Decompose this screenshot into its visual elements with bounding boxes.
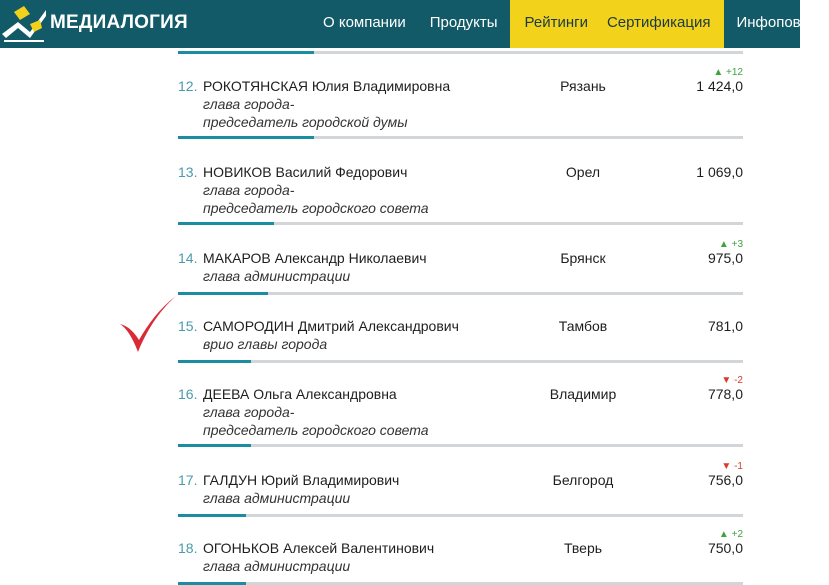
score: 778,0 [707,386,743,402]
score-bar-fill [178,292,268,295]
score-bar-fill [178,444,251,447]
score-bar-fill [178,222,274,225]
city: Брянск [560,250,606,266]
city: Белгород [552,472,614,488]
person-name[interactable]: НОВИКОВ Василий Федорович [203,164,408,180]
person-name[interactable]: МАКАРОВ Александр Николаевич [203,250,427,266]
person-name[interactable]: ДЕЕВА Ольга Александровна [203,386,397,402]
logo-icon [0,2,48,46]
site-header [0,0,818,48]
logo[interactable] [0,0,200,48]
rating-bar-fill [178,51,314,54]
score-bar-fill [178,514,246,517]
score: 975,0 [707,250,743,266]
city: Тамбов [558,318,608,334]
person-name[interactable]: ГАЛДУН Юрий Владимирович [203,472,400,488]
score: 1 069,0 [696,164,743,180]
rank-number: 17. [178,472,198,488]
position-line-1: глава города- [203,182,295,198]
rank-number: 13. [178,164,198,180]
score-bar-fill [178,136,314,139]
position-line-1: глава администрации [203,490,351,506]
rank-change: ▲ +2 [718,529,743,540]
nav-certification[interactable]: Сертификация [601,0,724,48]
position-line-1: глава администрации [203,268,351,284]
rank-number: 16. [178,386,198,402]
checkmark-icon [118,294,178,356]
person-name[interactable]: САМОРОДИН Дмитрий Александрович [203,318,459,334]
rating-bar [178,51,743,54]
position-line-1: врио главы города [203,336,328,352]
position-line-1: глава администрации [203,558,351,574]
position-line-2: председатель городского совета [203,200,429,216]
rank-change: ▼ -2 [721,375,743,386]
main-nav [311,0,829,48]
rank-change: ▲ +3 [718,239,743,250]
person-name[interactable]: ОГОНЬКОВ Алексей Валентинович [203,540,435,556]
logo-text: МЕДИАЛОГИЯ [50,12,188,33]
rank-change: ▲ +12 [713,67,743,78]
rank-number: 12. [178,78,198,94]
score: 756,0 [707,472,743,488]
score-bar [178,360,743,363]
nav-products[interactable]: Продукты [429,14,498,31]
person-name[interactable]: РОКОТЯНСКАЯ Юлия Владимировна [203,78,451,94]
score-bar [178,444,743,447]
score: 750,0 [707,540,743,556]
rank-change: ▼ -1 [721,461,743,472]
score: 1 424,0 [696,78,743,94]
nav-infopovod[interactable]: Инфоповод [736,14,818,31]
score-bar [178,136,743,139]
position-line-1: глава города- [203,404,295,420]
rank-number: 15. [178,318,198,334]
city: Владимир [549,386,617,402]
score-bar [178,222,743,225]
rank-number: 18. [178,540,198,556]
city: Орел [565,164,601,180]
score-bar [178,292,743,295]
rank-number: 14. [178,250,198,266]
score: 781,0 [707,318,743,334]
score-bar [178,514,743,517]
position-line-2: председатель городской думы [203,114,408,130]
nav-about[interactable]: О компании [323,14,406,31]
position-line-2: председатель городского совета [203,422,429,438]
nav-ratings[interactable]: Рейтинги [510,0,601,48]
position-line-1: глава города- [203,96,295,112]
score-bar-fill [178,360,251,363]
city: Тверь [563,540,603,556]
city: Рязань [560,78,606,94]
